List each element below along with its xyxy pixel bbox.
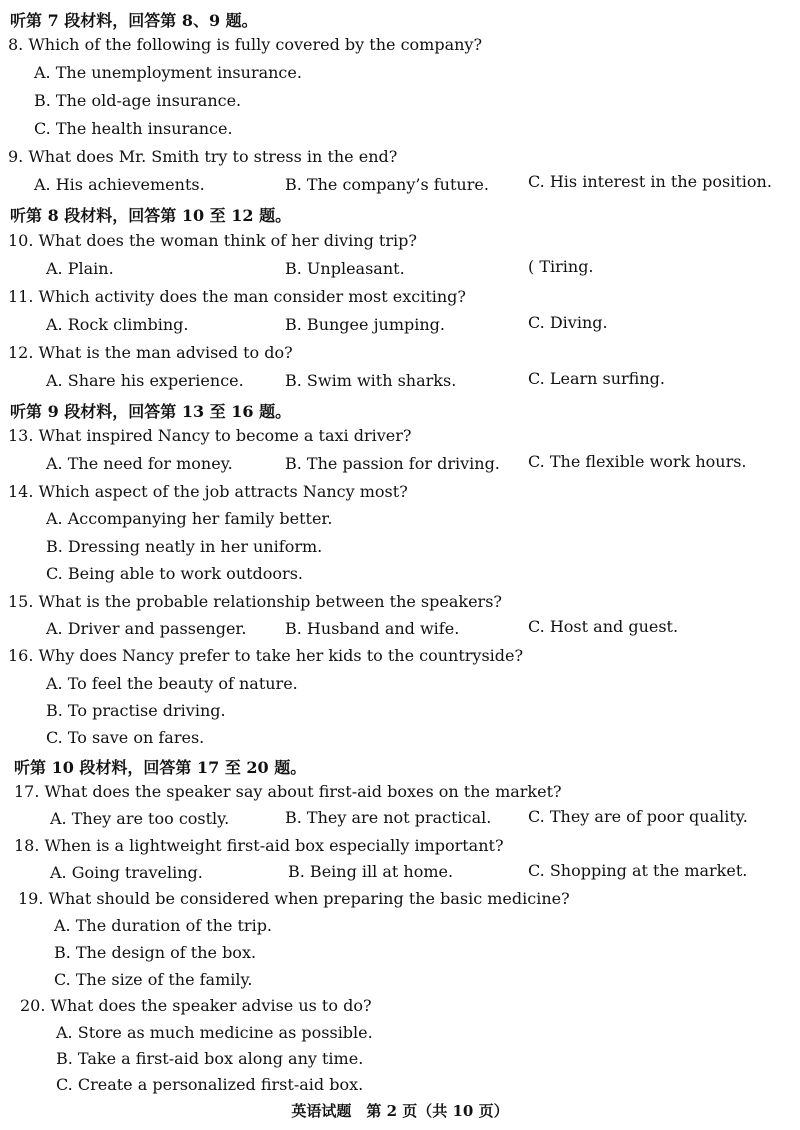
option-13a: A. The need for money. [46,454,233,473]
option-20c: C. Create a personalized first-aid box. [56,1075,364,1094]
section-heading: 听第 9 段材料，回答第 13 至 16 题。 [10,402,292,421]
question-13: 13. What inspired Nancy to become a taxi driver? [8,426,412,445]
option-9b: B. The company’s future. [285,175,489,194]
option-8a: A. The unemployment insurance. [34,63,302,82]
option-11a: A. Rock climbing. [46,315,189,334]
option-9c: C. His interest in the position. [528,172,772,191]
question-11: 11. Which activity does the man consider most exciting? [8,287,466,306]
option-19b: B. The design of the box. [54,943,257,962]
option-17a: A. They are too costly. [50,809,230,828]
option-10a: A. Plain. [46,259,114,278]
option-18b: B. Being ill at home. [288,862,454,881]
option-10b: B. Unpleasant. [285,259,405,278]
question-12: 12. What is the man advised to do? [8,343,293,362]
question-10: 10. What does the woman think of her diving trip? [8,231,417,250]
option-16b: B. To practise driving. [46,701,226,720]
option-15a: A. Driver and passenger. [46,619,247,638]
page-footer: 英语试题 第 2 页（共 10 页） [291,1102,509,1120]
option-11b: B. Bungee jumping. [285,315,445,334]
question-20: 20. What does the speaker advise us to do? [20,996,372,1015]
option-15c: C. Host and guest. [528,617,679,636]
option-20a: A. Store as much medicine as possible. [56,1023,373,1042]
question-14: 14. Which aspect of the job attracts Nancy most? [8,482,408,501]
question-17: 17. What does the speaker say about first-aid boxes on the market? [14,782,562,801]
option-18a: A. Going traveling. [50,863,203,882]
option-14b: B. Dressing neatly in her uniform. [46,537,323,556]
option-12b: B. Swim with sharks. [285,371,457,390]
question-16: 16. Why does Nancy prefer to take her kids to the countryside? [8,646,524,665]
option-11c: C. Diving. [528,313,608,332]
question-9: 9. What does Mr. Smith try to stress in the end? [8,147,398,166]
option-10c: ( Tiring. [528,257,594,276]
option-19c: C. The size of the family. [54,970,253,989]
option-20b: B. Take a first-aid box along any time. [56,1049,364,1068]
option-8b: B. The old-age insurance. [34,91,242,110]
question-19: 19. What should be considered when preparing the basic medicine? [18,889,570,908]
option-12c: C. Learn surfing. [528,369,665,388]
option-14a: A. Accompanying her family better. [46,509,333,528]
option-9a: A. His achievements. [34,175,205,194]
option-8c: C. The health insurance. [34,119,233,138]
option-12a: A. Share his experience. [46,371,244,390]
option-13c: C. The flexible work hours. [528,452,747,471]
option-18c: C. Shopping at the market. [528,861,748,880]
section-heading: 听第 10 段材料，回答第 17 至 20 题。 [14,758,307,777]
question-18: 18. When is a lightweight first-aid box especially important? [14,836,504,855]
option-17c: C. They are of poor quality. [528,807,748,826]
question-8: 8. Which of the following is fully covered by the company? [8,35,483,54]
option-19a: A. The duration of the trip. [54,916,273,935]
option-13b: B. The passion for driving. [285,454,500,473]
option-16a: A. To feel the beauty of nature. [46,674,298,693]
section-heading: 听第 8 段材料，回答第 10 至 12 题。 [10,206,292,225]
section-heading: 听第 7 段材料，回答第 8、9 题。 [10,11,258,30]
option-17b: B. They are not practical. [285,808,492,827]
option-16c: C. To save on fares. [46,728,205,747]
option-14c: C. Being able to work outdoors. [46,564,303,583]
question-15: 15. What is the probable relationship between the speakers? [8,592,502,611]
option-15b: B. Husband and wife. [285,619,460,638]
